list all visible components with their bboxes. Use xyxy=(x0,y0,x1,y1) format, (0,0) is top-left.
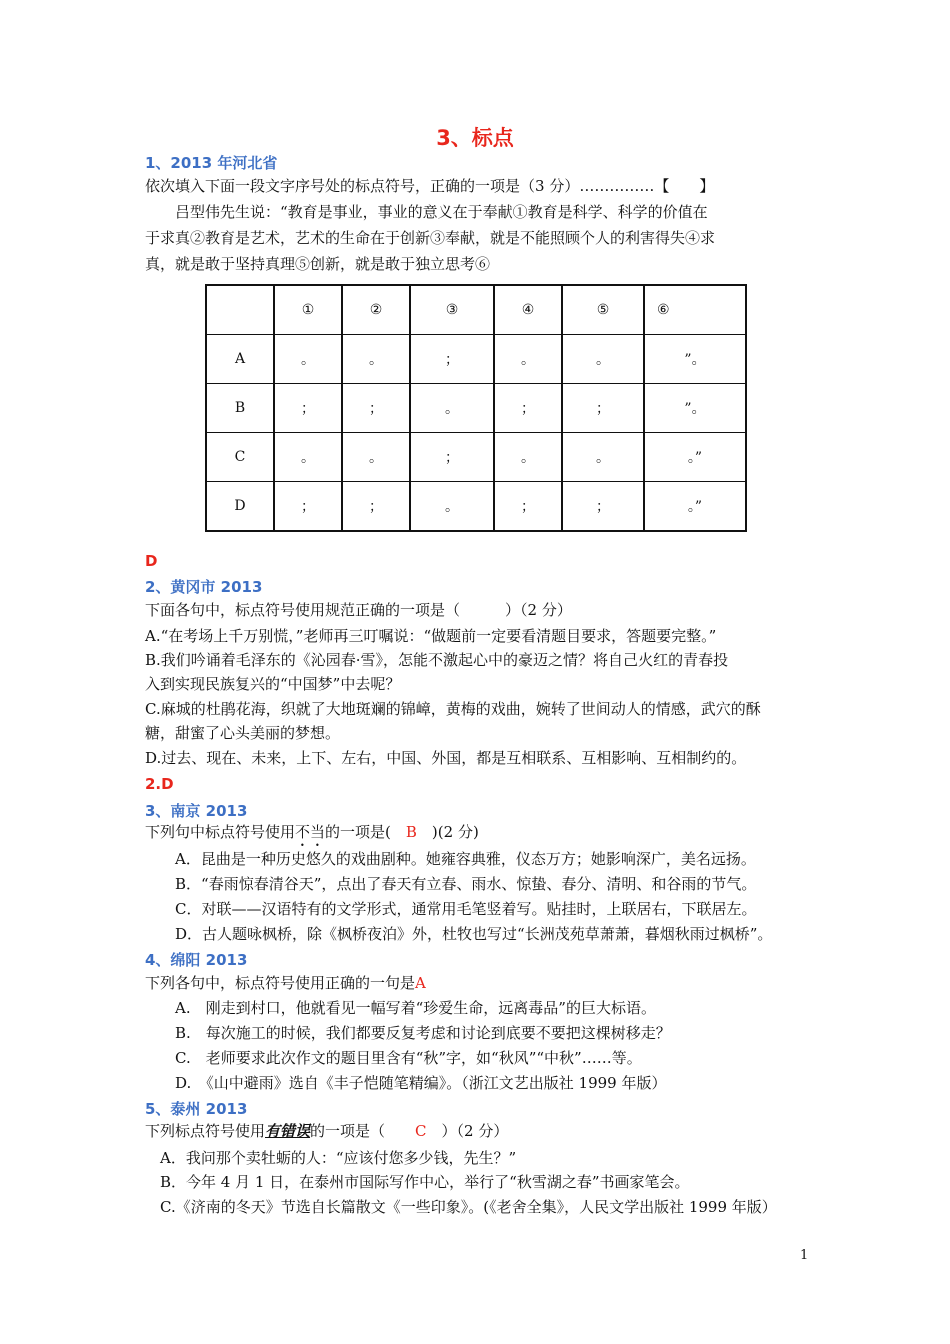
q5-prompt-text: 下列标点符号使用 xyxy=(145,1122,266,1140)
table-cell: ； xyxy=(274,482,342,532)
q5-option-c: C.《济南的冬天》节选自长篇散文《一些印象》。(《老舍全集》，人民文学出版社 1999 年版） xyxy=(160,1198,777,1216)
q3-heading: 3、南京 2013 xyxy=(145,802,248,820)
q4-option-d: D. 《山中避雨》选自《丰子恺随笔精编》。（浙江文艺出版社 1999 年版） xyxy=(175,1074,667,1092)
table-cell: C xyxy=(206,433,274,482)
q2-line-5: 糖，甜蜜了心头美丽的梦想。 xyxy=(145,724,341,742)
q3-option-c: C．对联——汉语特有的文学形式，通常用毛笔竖着写。贴挂时，上联居右，下联居左。 xyxy=(175,900,757,918)
table-cell: 。 xyxy=(342,335,410,384)
q3-answer: B xyxy=(405,823,417,841)
table-cell: 。 xyxy=(410,384,494,433)
q5-prompt xyxy=(145,1121,508,1141)
table-cell: ； xyxy=(410,335,494,384)
table-cell: 。 xyxy=(562,433,644,482)
table-header-row xyxy=(206,285,746,335)
q2-line-2: B.我们吟诵着毛泽东的《沁园春·雪》，怎能不激起心中的豪迈之情？将自己火红的青春投 xyxy=(145,651,729,669)
q5-prompt-text: 的一项是（ xyxy=(310,1122,416,1140)
q1-passage-line-2: 于求真②教育是艺术，艺术的生命在于创新③奉献，就是不能照顾个人的利害得失④求 xyxy=(145,229,716,247)
q4-answer: A xyxy=(415,974,426,992)
q5-prompt-text: ）（2 分） xyxy=(426,1122,509,1140)
table-cell: ② xyxy=(342,285,410,335)
table-row xyxy=(206,433,746,482)
page-title: 3、标点 xyxy=(436,126,514,150)
q3-prompt-text: 下列句中标点符号使用 xyxy=(145,823,296,841)
q4-option-c: C. 老师要求此次作文的题目里含有“秋”字，如“秋风”“中秋”……等。 xyxy=(175,1049,642,1067)
q1-heading: 1、2013 年河北省 xyxy=(145,154,278,172)
table-cell: ”。 xyxy=(644,335,746,384)
table-cell: ； xyxy=(562,384,644,433)
table-cell: ； xyxy=(274,384,342,433)
table-cell xyxy=(206,285,274,335)
table-cell: ”。 xyxy=(644,384,746,433)
table-cell: ； xyxy=(342,482,410,532)
q4-option-b: B. 每次施工的时候，我们都要反复考虑和讨论到底要不要把这棵树移走？ xyxy=(175,1024,671,1042)
table-cell: ⑥ xyxy=(644,285,746,335)
table-cell: B xyxy=(206,384,274,433)
table-cell: ； xyxy=(562,482,644,532)
q5-option-b: B．今年 4 月 1 日，在泰州市国际写作中心，举行了“秋雪湖之春”书画家笔会。 xyxy=(160,1173,690,1191)
table-cell: ； xyxy=(410,433,494,482)
table-cell: 。” xyxy=(644,433,746,482)
q1-answer: D xyxy=(145,552,158,570)
table-cell: 。 xyxy=(274,335,342,384)
q3-option-d: D．古人题咏枫桥，除《枫桥夜泊》外，杜牧也写过“长洲茂苑草萧萧，暮烟秋雨过枫桥”。 xyxy=(175,925,773,943)
table-cell: 。 xyxy=(562,335,644,384)
q3-prompt-emphasis: 不当 xyxy=(295,823,326,841)
table-cell: 。” xyxy=(644,482,746,532)
table-cell: A xyxy=(206,335,274,384)
table-cell: ① xyxy=(274,285,342,335)
table-cell: ； xyxy=(494,384,562,433)
table-cell: ③ xyxy=(410,285,494,335)
table-row xyxy=(206,384,746,433)
q5-option-a: A．我问那个卖牡蛎的人：“应该付您多少钱，先生？” xyxy=(160,1149,517,1167)
table-row xyxy=(206,335,746,384)
table-cell: 。 xyxy=(410,482,494,532)
table-cell: ④ xyxy=(494,285,562,335)
q1-passage-line-1: 吕型伟先生说：“教育是事业，事业的意义在于奉献①教育是科学、科学的价值在 xyxy=(175,203,708,221)
q2-line-1: A.“在考场上千万别慌，”老师再三叮嘱说：“做题前一定要看清题目要求，答题要完整。” xyxy=(145,627,717,645)
q2-line-3: 入到实现民族复兴的“中国梦”中去呢？ xyxy=(145,675,401,693)
q5-answer: C xyxy=(415,1122,427,1140)
table-cell: ； xyxy=(494,482,562,532)
q4-prompt-text: 下列各句中，标点符号使用正确的一句是 xyxy=(145,974,416,992)
q3-option-b: B．“春雨惊春清谷天”，点出了春天有立春、雨水、惊蛰、春分、清明、和谷雨的节气。 xyxy=(175,875,757,893)
table-cell: 。 xyxy=(342,433,410,482)
table-cell: 。 xyxy=(494,335,562,384)
q4-option-a: A. 刚走到村口，他就看见一幅写着“珍爱生命，远离毒品”的巨大标语。 xyxy=(175,999,656,1017)
q4-heading: 4、绵阳 2013 xyxy=(145,951,248,969)
q2-line-6: D.过去、现在、未来，上下、左右，中国、外国，都是互相联系、互相影响、互相制约的。 xyxy=(145,749,747,767)
q1-passage-line-3: 真，就是敢于坚持真理⑤创新，就是敢于独立思考⑥ xyxy=(145,255,491,273)
q3-prompt xyxy=(145,822,479,850)
q5-heading: 5、泰州 2013 xyxy=(145,1100,248,1118)
q1-prompt: 依次填入下面一段文字序号处的标点符号，正确的一项是（3 分）……………【 】 xyxy=(145,177,715,195)
table-cell: ⑤ xyxy=(562,285,644,335)
q2-answer: 2.D xyxy=(145,775,174,793)
q5-prompt-emphasis: 有错误 xyxy=(265,1122,311,1140)
table-cell: 。 xyxy=(274,433,342,482)
q2-prompt: 下面各句中，标点符号使用规范正确的一项是（ ）（2 分） xyxy=(145,601,572,619)
table-cell: 。 xyxy=(494,433,562,482)
q2-heading: 2、黄冈市 2013 xyxy=(145,578,263,596)
punctuation-table xyxy=(205,284,747,532)
q3-prompt-text: 的一项是( xyxy=(325,823,406,841)
table-row xyxy=(206,482,746,532)
q2-line-4: C.麻城的杜鹃花海，织就了大地斑斓的锦嶂，黄梅的戏曲，婉转了世间动人的情感，武穴的酥 xyxy=(145,700,761,718)
table-cell: D xyxy=(206,482,274,532)
q3-option-a: A．昆曲是一种历史悠久的戏曲剧种。她雍容典雅，仪态万方；她影响深广，美名远扬。 xyxy=(175,850,756,868)
q4-prompt xyxy=(145,973,426,993)
table-cell: ； xyxy=(342,384,410,433)
page-number: 1 xyxy=(800,1248,809,1263)
q3-prompt-text: )(2 分) xyxy=(416,823,479,841)
